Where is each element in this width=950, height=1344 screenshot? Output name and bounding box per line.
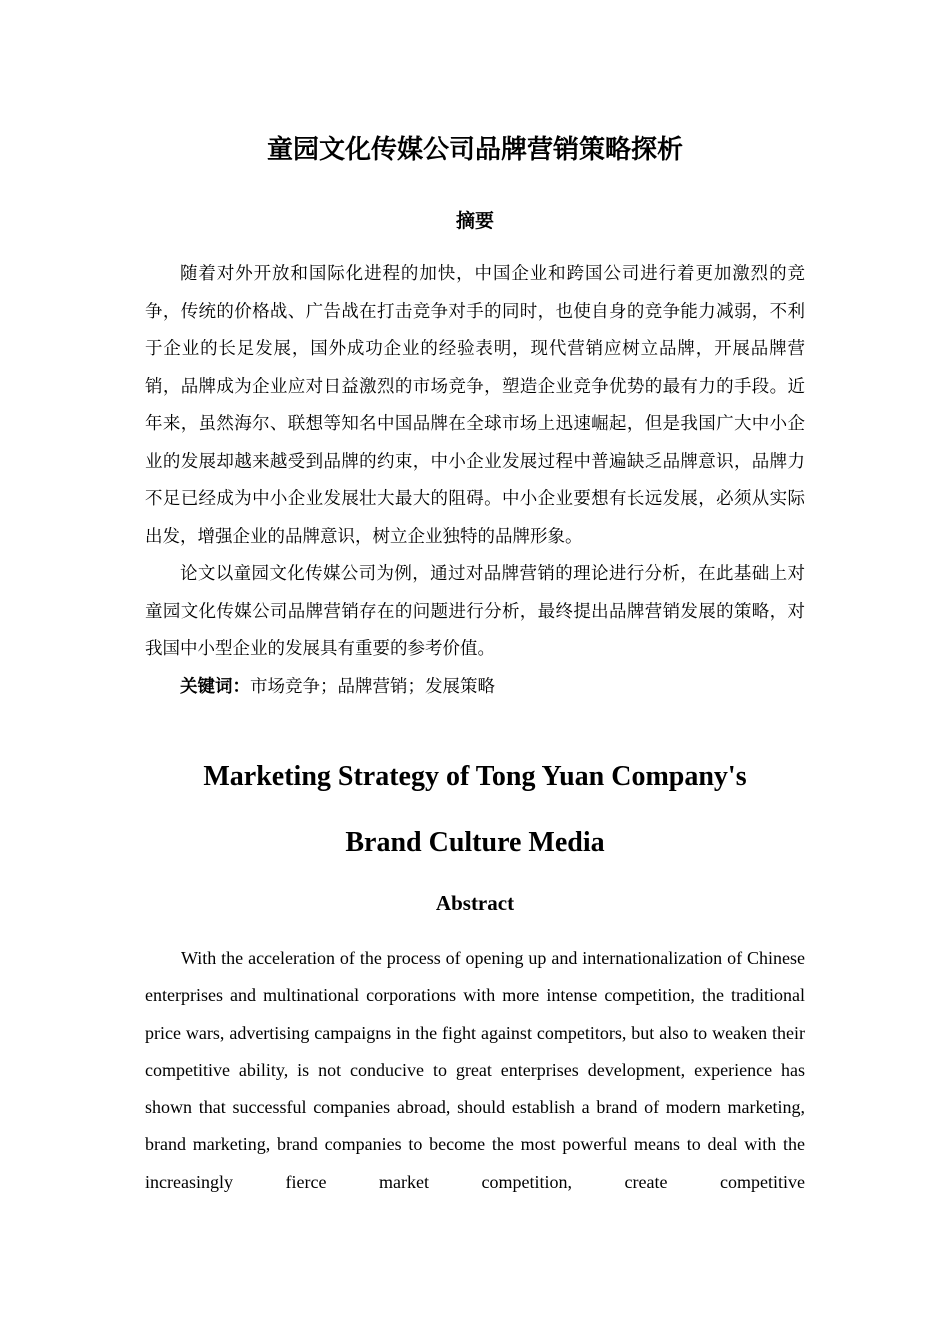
keywords-line (145, 669, 805, 707)
english-title (145, 744, 805, 876)
chinese-abstract-heading: 摘要 (455, 210, 494, 232)
chinese-abstract-paragraph-1: 随着对外开放和国际化进程的加快，中国企业和跨国公司进行着更加激烈的竞争，传统的价格战、广告战在打击竞争对手的同时，也使自身的竞争能力减弱，不利于企业的长足发展，国外成功企业的经验表明，现代营销应树立品牌，开展品牌营销，品牌成为企业应对日益激烈的市场竞争，塑造企业竞争优势的最有力的手段。近年来，虽然海尔、联想等知名中国品牌在全球市场上迅速崛起，但是我国广大中小企业的发展却越来越受到品牌的约束，中小企业发展过程中普遍缺乏品牌意识，品牌力不足已经成为中小企业发展壮大最大的阻碍。中小企业要想有长远发展，必须从实际出发，增强企业的品牌意识，树立企业独特的品牌形象。 (145, 264, 805, 547)
chinese-abstract-body (145, 256, 805, 706)
chinese-title: 童园文化传媒公司品牌营销策略探析 (266, 135, 683, 165)
english-abstract-heading: Abstract (435, 891, 515, 915)
keywords-label: 关键词： (180, 676, 250, 697)
keywords-text: 市场竞争；品牌营销；发展策略 (250, 676, 495, 697)
chinese-abstract-paragraph-2: 论文以童园文化传媒公司为例，通过对品牌营销的理论进行分析，在此基础上对童园文化传媒公司品牌营销存在的问题进行分析，最终提出品牌营销发展的策略，对我国中小型企业的发展具有重要的参考价值。 (145, 564, 805, 659)
english-title-line-2: Brand Culture Media (345, 827, 605, 858)
english-title-line-1: Marketing Strategy of Tong Yuan Company's (203, 761, 747, 792)
english-abstract-body: With the acceleration of the process of opening up and internationalization of Chinese enterprises and multinational corporations with more intense competition, the traditional price wars, advertising campaigns in the fight against competitors, but also to weaken their competitive ability, is not conducive to great enterprises development, experience has shown that successful companies abroad, should establish a brand of modern marketing, brand marketing, brand companies to become the most powerful means to deal with the increasingly fierce market competition, create competitive (145, 948, 805, 1192)
